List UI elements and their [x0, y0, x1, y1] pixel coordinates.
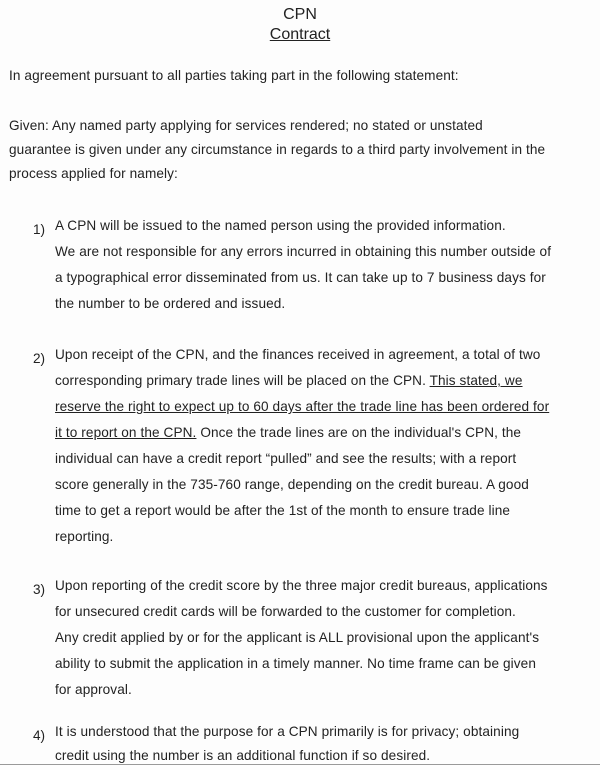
item-2-line-1: Upon receipt of the CPN, and the finances received in agreement, a total of two: [55, 347, 541, 362]
item-2-line-4: [55, 425, 521, 440]
item-2-underlined-end: it to report on the CPN.: [55, 425, 197, 440]
item-2-line-5: individual can have a credit report “pulled” and see the results; with a report: [55, 451, 517, 466]
item-4-number: 4): [33, 728, 46, 743]
item-1-number: 1): [33, 222, 46, 237]
intro-statement: In agreement pursuant to all parties taking part in the following statement:: [9, 68, 459, 83]
item-3-line-1: Upon reporting of the credit score by the three major credit bureaus, applications: [55, 578, 548, 593]
item-2-line-6: score generally in the 735-760 range, depending on the credit bureau. A good: [55, 477, 529, 492]
item-3-line-4: ability to submit the application in a timely manner. No time frame can be given: [55, 656, 536, 671]
item-1-line-2: We are not responsible for any errors incurred in obtaining this number outside of: [55, 244, 552, 259]
item-2-line-7: time to get a report would be after the 1st of the month to ensure trade line: [55, 503, 511, 518]
item-2-number: 2): [33, 351, 46, 366]
item-3-line-2: for unsecured credit cards will be forwarded to the customer for completion.: [55, 604, 516, 619]
item-2-line-8: reporting.: [55, 529, 114, 544]
item-3-line-3: Any credit applied by or for the applicant is ALL provisional upon the applicant's: [55, 630, 540, 645]
item-2-line-4-text: Once the trade lines are on the individual's CPN, the: [200, 425, 522, 440]
given-line-1: Given: Any named party applying for services rendered; no stated or unstated: [9, 118, 483, 133]
item-2-line-2-text: corresponding primary trade lines will be placed on the CPN.: [55, 373, 426, 388]
item-2-line-2: [55, 373, 523, 388]
item-1-line-4: the number to be ordered and issued.: [55, 296, 286, 311]
item-1-line-3: a typographical error disseminated from us. It can take up to 7 business days for: [55, 270, 546, 285]
item-1-line-1: A CPN will be issued to the named person using the provided information.: [55, 218, 506, 233]
document-subtitle: Contract: [269, 26, 331, 43]
document-title: CPN: [283, 6, 317, 23]
page-bottom-rule: [0, 764, 600, 765]
item-3-line-5: for approval.: [55, 682, 132, 697]
given-line-2: guarantee is given under any circumstance in regards to a third party involvement in the: [9, 142, 546, 157]
item-2-underlined-start: This stated, we: [429, 373, 523, 388]
item-4-line-1: It is understood that the purpose for a CPN primarily is for privacy; obtaining: [55, 724, 520, 739]
item-4-line-2: credit using the number is an additional function if so desired.: [55, 748, 431, 763]
item-3-number: 3): [33, 582, 46, 597]
given-line-3: process applied for namely:: [9, 166, 178, 181]
item-2-underlined-line: reserve the right to expect up to 60 days after the trade line has been ordered for: [55, 399, 550, 414]
